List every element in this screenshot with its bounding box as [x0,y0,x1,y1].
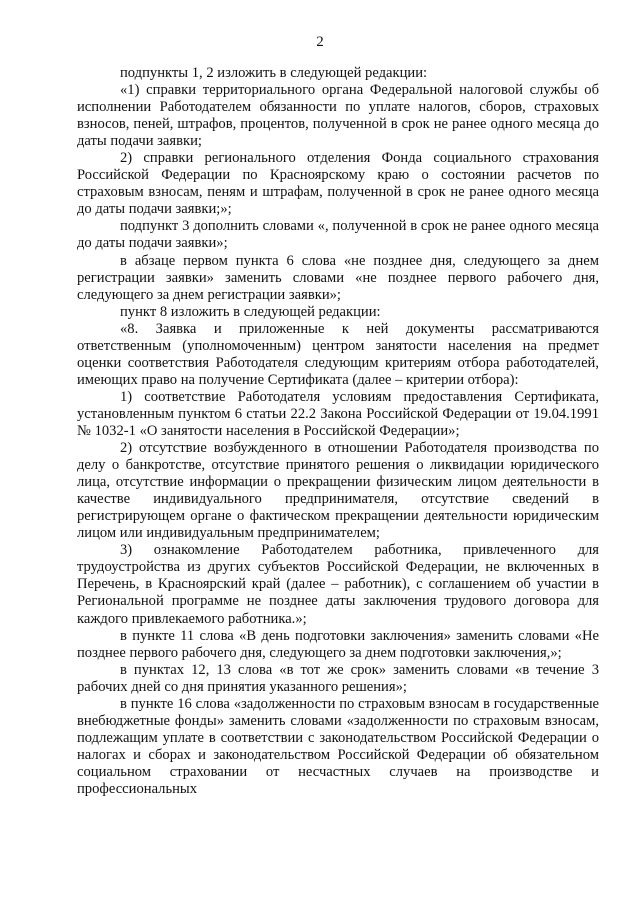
paragraph-7: «8. Заявка и приложенные к ней документы рассматриваются ответственным (уполномоченным) центром занятости населения на предмет оценки соответствия Работодателя следующим критериям отбора работодателей, имеющих право на получение Сертификата (далее – критерии отбора): [77,320,599,388]
paragraph-8: 1) соответствие Работодателя условиям предоставления Сертификата, установленным пунктом 6 статьи 22.2 Закона Российской Федерации от 19.04.1991 № 1032-1 «О занятости населения в Российской Федерации»; [77,388,599,439]
paragraph-1: подпункты 1, 2 изложить в следующей редакции: [120,65,428,81]
paragraph-5: в абзаце первом пункта 6 слова «не позднее дня, следующего за днем регистрации заявки» заменить словами «не позднее первого рабочего дня, следующего за днем регистрации заявки»; [77,252,599,303]
paragraph-6: пункт 8 изложить в следующей редакции: [120,303,381,320]
document-body [77,65,599,798]
paragraph-2: «1) справки территориального органа Федеральной налоговой службы об исполнении Работодателем обязанности по уплате налогов, сборов, страховых взносов, пеней, штрафов, процентов, полученной в срок не ранее одного месяца до даты подачи заявки; [77,82,599,150]
paragraph-10: 3) ознакомление Работодателем работника, привлеченного для трудоустройства из других субъектов Российской Федерации, не включенных в Перечень, в Красноярский край (далее – работник), с соглашением об участии в Региональной программе не позднее даты заключения трудового договора для каждого привлекаемого работника.»; [77,542,599,627]
page-number: 2 [316,34,324,50]
paragraph-11: в пункте 11 слова «В день подготовки заключения» заменить словами «Не позднее первого рабочего дня, следующего за днем подготовки заключения,»; [77,627,599,661]
paragraph-12: в пунктах 12, 13 слова «в тот же срок» заменить словами «в течение 3 рабочих дней со дня принятия указанного решения»; [77,661,599,695]
paragraph-3: 2) справки регионального отделения Фонда социального страхования Российской Федерации по Красноярскому краю о состоянии расчетов по страховым взносам, пеням и штрафам, полученной в срок не ранее одного месяца до даты подачи заявки;»; [77,150,599,218]
paragraph-4: подпункт 3 дополнить словами «, полученной в срок не ранее одного месяца до даты подачи заявки»; [77,218,599,252]
paragraph-13: в пункте 16 слова «задолженности по страховым взносам в государственные внебюджетные фонды» заменить словами «задолженности по страховым взносам, подлежащим уплате в соответствии с законодательством Российской Федерации о налогах и сборах и законодательством Российской Федерации об обязательном социальном страховании от несчастных случаев на производстве и профессиональных [77,695,599,797]
paragraph-9: 2) отсутствие возбужденного в отношении Работодателя производства по делу о банкротстве, отсутствие принятого решения о ликвидации юридического лица, отсутствие информации о прекращении физическим лицом деятельности в качестве индивидуального предпринимателя, отсутствие сведений в регистрирующем органе о фактическом прекращении деятельности юридическим лицом или индивидуальным предпринимателем; [77,440,599,542]
